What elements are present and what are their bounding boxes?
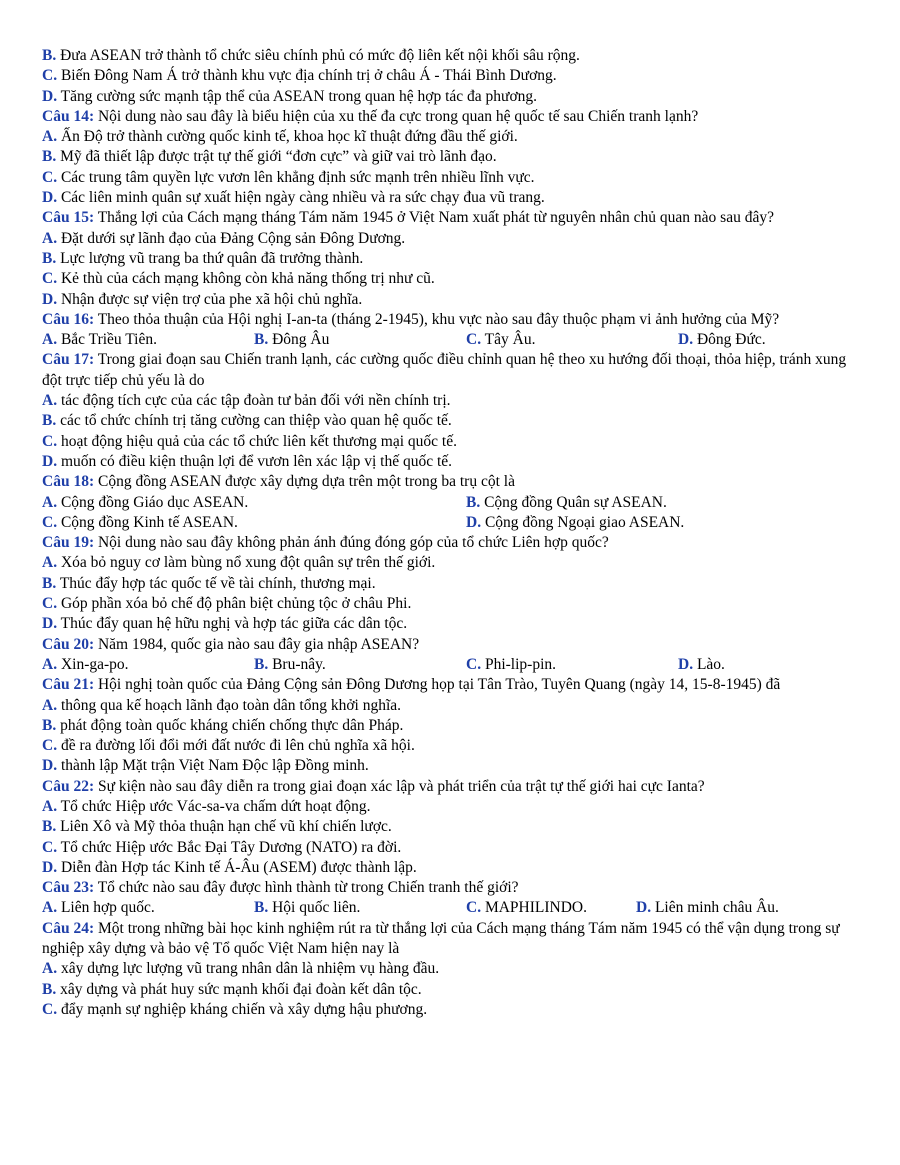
question-text: Tổ chức nào sau đây được hình thành từ trong Chiến tranh thế giới? bbox=[94, 879, 519, 897]
question-17 bbox=[42, 350, 858, 391]
option-letter: D. bbox=[42, 290, 58, 308]
option-text: đề ra đường lối đổi mới đất nước đi lên chủ nghĩa xã hội. bbox=[57, 737, 415, 755]
option-letter: A. bbox=[42, 331, 58, 349]
option-letter: D. bbox=[466, 513, 482, 531]
option-line bbox=[42, 249, 858, 269]
option-row bbox=[42, 513, 858, 533]
option-text: muốn có điều kiện thuận lợi để vươn lên xác lập vị thế quốc tế. bbox=[57, 452, 453, 470]
option-text: Tây Âu. bbox=[481, 331, 536, 349]
question-20 bbox=[42, 635, 858, 655]
option-letter: A. bbox=[42, 899, 58, 917]
option-letter: D. bbox=[42, 615, 58, 633]
question-label: Câu 20: bbox=[42, 635, 95, 653]
option-line bbox=[42, 432, 858, 452]
question-label: Câu 24: bbox=[42, 919, 95, 937]
question-text: Theo thỏa thuận của Hội nghị I-an-ta (tháng 2-1945), khu vực nào sau đây thuộc phạm vi ảnh hưởng của Mỹ? bbox=[94, 310, 780, 328]
question-label: Câu 18: bbox=[42, 473, 95, 491]
option-line bbox=[42, 756, 858, 776]
option-text: xây dựng lực lượng vũ trang nhân dân là nhiệm vụ hàng đầu. bbox=[57, 960, 440, 978]
option-text: Liên Xô và Mỹ thỏa thuận hạn chế vũ khí chiến lược. bbox=[56, 818, 392, 836]
question-label: Câu 14: bbox=[42, 107, 95, 125]
option-letter: C. bbox=[466, 331, 482, 349]
option-line bbox=[42, 797, 858, 817]
option-letter: B. bbox=[42, 148, 57, 166]
option-letter: A. bbox=[42, 696, 58, 714]
option-letter: C. bbox=[42, 737, 58, 755]
option-line bbox=[42, 858, 858, 878]
option-text: Cộng đồng Ngoại giao ASEAN. bbox=[481, 513, 685, 531]
option-text: Liên minh châu Âu. bbox=[651, 899, 779, 917]
option-line bbox=[42, 452, 858, 472]
option-cell bbox=[466, 493, 856, 513]
option-text: Đặt dưới sự lãnh đạo của Đảng Cộng sản Đông Dương. bbox=[57, 229, 406, 247]
question-text: Sự kiện nào sau đây diễn ra trong giai đoạn xác lập và phát triển của trật tự thế giới hai cực Ianta? bbox=[94, 777, 705, 795]
option-cell bbox=[254, 330, 466, 350]
option-letter: A. bbox=[42, 554, 58, 572]
option-letter: C. bbox=[42, 1000, 58, 1018]
option-cell bbox=[636, 898, 856, 918]
option-line bbox=[42, 594, 858, 614]
option-letter: B. bbox=[254, 899, 269, 917]
option-letter: C. bbox=[42, 838, 58, 856]
question-text: Nội dung nào sau đây không phản ánh đúng đóng góp của tổ chức Liên hợp quốc? bbox=[94, 534, 609, 552]
option-line bbox=[42, 980, 858, 1000]
option-cell bbox=[42, 330, 254, 350]
option-line bbox=[42, 716, 858, 736]
question-21 bbox=[42, 675, 858, 695]
question-label: Câu 15: bbox=[42, 209, 95, 227]
option-text: MAPHILINDO. bbox=[481, 899, 587, 917]
option-row bbox=[42, 330, 858, 350]
option-letter: B. bbox=[42, 574, 57, 592]
option-line bbox=[42, 817, 858, 837]
option-line bbox=[42, 229, 858, 249]
option-text: Tổ chức Hiệp ước Vác-sa-va chấm dứt hoạt động. bbox=[57, 797, 371, 815]
option-text: thông qua kế hoạch lãnh đạo toàn dân tổng khởi nghĩa. bbox=[57, 696, 402, 714]
option-letter: D. bbox=[42, 87, 58, 105]
option-cell bbox=[678, 655, 858, 675]
option-letter: C. bbox=[42, 595, 58, 613]
option-text: Lào. bbox=[693, 655, 725, 673]
option-cell bbox=[42, 898, 254, 918]
option-text: Xóa bỏ nguy cơ làm bùng nổ xung đột quân sự trên thế giới. bbox=[57, 554, 436, 572]
question-22 bbox=[42, 777, 858, 797]
question-label: Câu 17: bbox=[42, 351, 95, 369]
option-text: Kẻ thù của cách mạng không còn khả năng thống trị như cũ. bbox=[57, 270, 435, 288]
option-text: Thúc đẩy hợp tác quốc tế về tài chính, thương mại. bbox=[56, 574, 376, 592]
option-text: hoạt động hiệu quả của các tổ chức liên kết thương mại quốc tế. bbox=[57, 432, 457, 450]
option-line bbox=[42, 188, 858, 208]
option-line bbox=[42, 614, 858, 634]
option-letter: A. bbox=[42, 493, 58, 511]
option-letter: A. bbox=[42, 797, 58, 815]
option-letter: A. bbox=[42, 960, 58, 978]
option-letter: C. bbox=[42, 432, 58, 450]
option-letter: D. bbox=[636, 899, 652, 917]
option-text: Ấn Độ trở thành cường quốc kinh tế, khoa học kĩ thuật đứng đầu thế giới. bbox=[57, 128, 518, 146]
option-cell bbox=[42, 493, 466, 513]
option-cell bbox=[254, 655, 466, 675]
option-text: Diễn đàn Hợp tác Kinh tế Á-Âu (ASEM) được thành lập. bbox=[57, 858, 417, 876]
option-text: Đưa ASEAN trở thành tổ chức siêu chính phủ có mức độ liên kết nội khối sâu rộng. bbox=[56, 47, 580, 64]
option-line bbox=[42, 696, 858, 716]
option-letter: D. bbox=[42, 452, 58, 470]
option-text: Cộng đồng Kinh tế ASEAN. bbox=[57, 513, 238, 531]
option-letter: B. bbox=[254, 331, 269, 349]
option-cell bbox=[466, 655, 678, 675]
option-text: Cộng đồng Quân sự ASEAN. bbox=[480, 493, 667, 511]
option-letter: D. bbox=[678, 331, 694, 349]
option-letter: A. bbox=[42, 392, 58, 410]
option-line bbox=[42, 87, 858, 107]
option-text: Lực lượng vũ trang ba thứ quân đã trưởng thành. bbox=[56, 249, 364, 267]
option-cell bbox=[42, 513, 466, 533]
option-line bbox=[42, 269, 858, 289]
option-text: Liên hợp quốc. bbox=[57, 899, 155, 917]
option-line bbox=[42, 574, 858, 594]
option-letter: D. bbox=[42, 858, 58, 876]
option-text: Tăng cường sức mạnh tập thể của ASEAN trong quan hệ hợp tác đa phương. bbox=[57, 87, 538, 105]
question-text: Một trong những bài học kinh nghiệm rút ra từ thắng lợi của Cách mạng tháng Tám năm 1945 có thể vận dụng trong sự nghiệp xây dựng và bảo vệ Tổ quốc Việt Nam hiện nay là bbox=[42, 919, 840, 958]
option-letter: B. bbox=[42, 818, 57, 836]
option-letter: B. bbox=[42, 47, 57, 64]
option-letter: D. bbox=[42, 757, 58, 775]
option-row bbox=[42, 898, 858, 918]
option-text: phát động toàn quốc kháng chiến chống thực dân Pháp. bbox=[56, 716, 404, 734]
option-line bbox=[42, 147, 858, 167]
option-letter: B. bbox=[42, 716, 57, 734]
option-text: Biến Đông Nam Á trở thành khu vực địa chính trị ở châu Á - Thái Bình Dương. bbox=[57, 67, 557, 85]
option-text: xây dựng và phát huy sức mạnh khối đại đoàn kết dân tộc. bbox=[56, 980, 422, 998]
question-16 bbox=[42, 310, 858, 330]
question-text: Trong giai đoạn sau Chiến tranh lạnh, các cường quốc điều chỉnh quan hệ theo xu hướng đối thoại, thỏa hiệp, tránh xung đột trực tiếp chủ yếu là do bbox=[42, 351, 847, 389]
option-letter: D. bbox=[42, 189, 58, 207]
option-text: Tổ chức Hiệp ước Bắc Đại Tây Dương (NATO) ra đời. bbox=[57, 838, 402, 856]
option-line bbox=[42, 127, 858, 147]
option-line bbox=[42, 411, 858, 431]
option-letter: C. bbox=[42, 513, 58, 531]
option-line bbox=[42, 736, 858, 756]
option-line bbox=[42, 168, 858, 188]
question-label: Câu 23: bbox=[42, 879, 95, 897]
option-text: Các trung tâm quyền lực vươn lên khẳng định sức mạnh trên nhiều lĩnh vực. bbox=[57, 168, 535, 186]
option-text: Góp phần xóa bỏ chế độ phân biệt chủng tộc ở châu Phi. bbox=[57, 595, 412, 613]
question-text: Năm 1984, quốc gia nào sau đây gia nhập ASEAN? bbox=[94, 635, 420, 653]
question-label: Câu 21: bbox=[42, 676, 95, 694]
option-letter: B. bbox=[254, 655, 269, 673]
option-cell bbox=[466, 330, 678, 350]
question-18 bbox=[42, 472, 858, 492]
option-line bbox=[42, 66, 858, 86]
question-14 bbox=[42, 107, 858, 127]
option-text: Mỹ đã thiết lập được trật tự thế giới “đơn cực” và giữ vai trò lãnh đạo. bbox=[56, 148, 497, 166]
question-15 bbox=[42, 208, 858, 228]
option-text: Thúc đẩy quan hệ hữu nghị và hợp tác giữa các dân tộc. bbox=[57, 615, 408, 633]
option-text: Phi-lip-pin. bbox=[481, 655, 556, 673]
option-letter: C. bbox=[466, 655, 482, 673]
option-letter: B. bbox=[42, 412, 57, 430]
option-text: Bru-nây. bbox=[268, 655, 326, 673]
question-23 bbox=[42, 878, 858, 898]
question-text: Thắng lợi của Cách mạng tháng Tám năm 1945 ở Việt Nam xuất phát từ nguyên nhân chủ quan nào sau đây? bbox=[94, 209, 774, 227]
option-line bbox=[42, 838, 858, 858]
option-row bbox=[42, 655, 858, 675]
option-text: Hội quốc liên. bbox=[268, 899, 361, 917]
option-letter: A. bbox=[42, 655, 58, 673]
option-text: Nhận được sự viện trợ của phe xã hội chủ nghĩa. bbox=[57, 290, 363, 308]
option-letter: D. bbox=[678, 655, 694, 673]
option-text: đẩy mạnh sự nghiệp kháng chiến và xây dựng hậu phương. bbox=[57, 1000, 428, 1018]
option-line bbox=[42, 46, 858, 66]
option-line bbox=[42, 391, 858, 411]
option-line bbox=[42, 553, 858, 573]
option-line bbox=[42, 959, 858, 979]
option-line bbox=[42, 290, 858, 310]
option-letter: B. bbox=[42, 980, 57, 998]
option-text: Bắc Triều Tiên. bbox=[57, 331, 157, 349]
option-cell bbox=[678, 330, 858, 350]
option-text: các tổ chức chính trị tăng cường can thiệp vào quan hệ quốc tế. bbox=[56, 412, 452, 430]
option-cell bbox=[466, 513, 856, 533]
option-text: Các liên minh quân sự xuất hiện ngày càng nhiều và ra sức chạy đua vũ trang. bbox=[57, 189, 545, 207]
option-letter: C. bbox=[42, 168, 58, 186]
option-text: Đông Đức. bbox=[693, 331, 766, 349]
option-cell bbox=[466, 898, 636, 918]
option-letter: B. bbox=[42, 249, 57, 267]
question-text: Nội dung nào sau đây là biểu hiện của xu thế đa cực trong quan hệ quốc tế sau Chiến tranh lạnh? bbox=[94, 107, 699, 125]
option-text: thành lập Mặt trận Việt Nam Độc lập Đồng minh. bbox=[57, 757, 369, 775]
question-text: Hội nghị toàn quốc của Đảng Cộng sản Đông Dương họp tại Tân Trào, Tuyên Quang (ngày 14, 15-8-1945) đã bbox=[94, 676, 781, 694]
option-row bbox=[42, 493, 858, 513]
option-letter: B. bbox=[466, 493, 481, 511]
option-letter: A. bbox=[42, 229, 58, 247]
option-text: Đông Âu bbox=[268, 331, 330, 349]
question-19 bbox=[42, 533, 858, 553]
question-label: Câu 19: bbox=[42, 534, 95, 552]
option-letter: C. bbox=[42, 270, 58, 288]
question-24 bbox=[42, 919, 858, 960]
question-label: Câu 16: bbox=[42, 310, 95, 328]
option-text: Xin-ga-po. bbox=[57, 655, 129, 673]
option-letter: A. bbox=[42, 128, 58, 146]
option-cell bbox=[42, 655, 254, 675]
option-letter: C. bbox=[466, 899, 482, 917]
option-letter: C. bbox=[42, 67, 58, 85]
question-label: Câu 22: bbox=[42, 777, 95, 795]
option-cell bbox=[254, 898, 466, 918]
option-line bbox=[42, 1000, 858, 1020]
option-text: Cộng đồng Giáo dục ASEAN. bbox=[57, 493, 249, 511]
question-text: Cộng đồng ASEAN được xây dựng dựa trên một trong ba trụ cột là bbox=[94, 473, 515, 491]
option-text: tác động tích cực của các tập đoàn tư bản đối với nền chính trị. bbox=[57, 392, 451, 410]
